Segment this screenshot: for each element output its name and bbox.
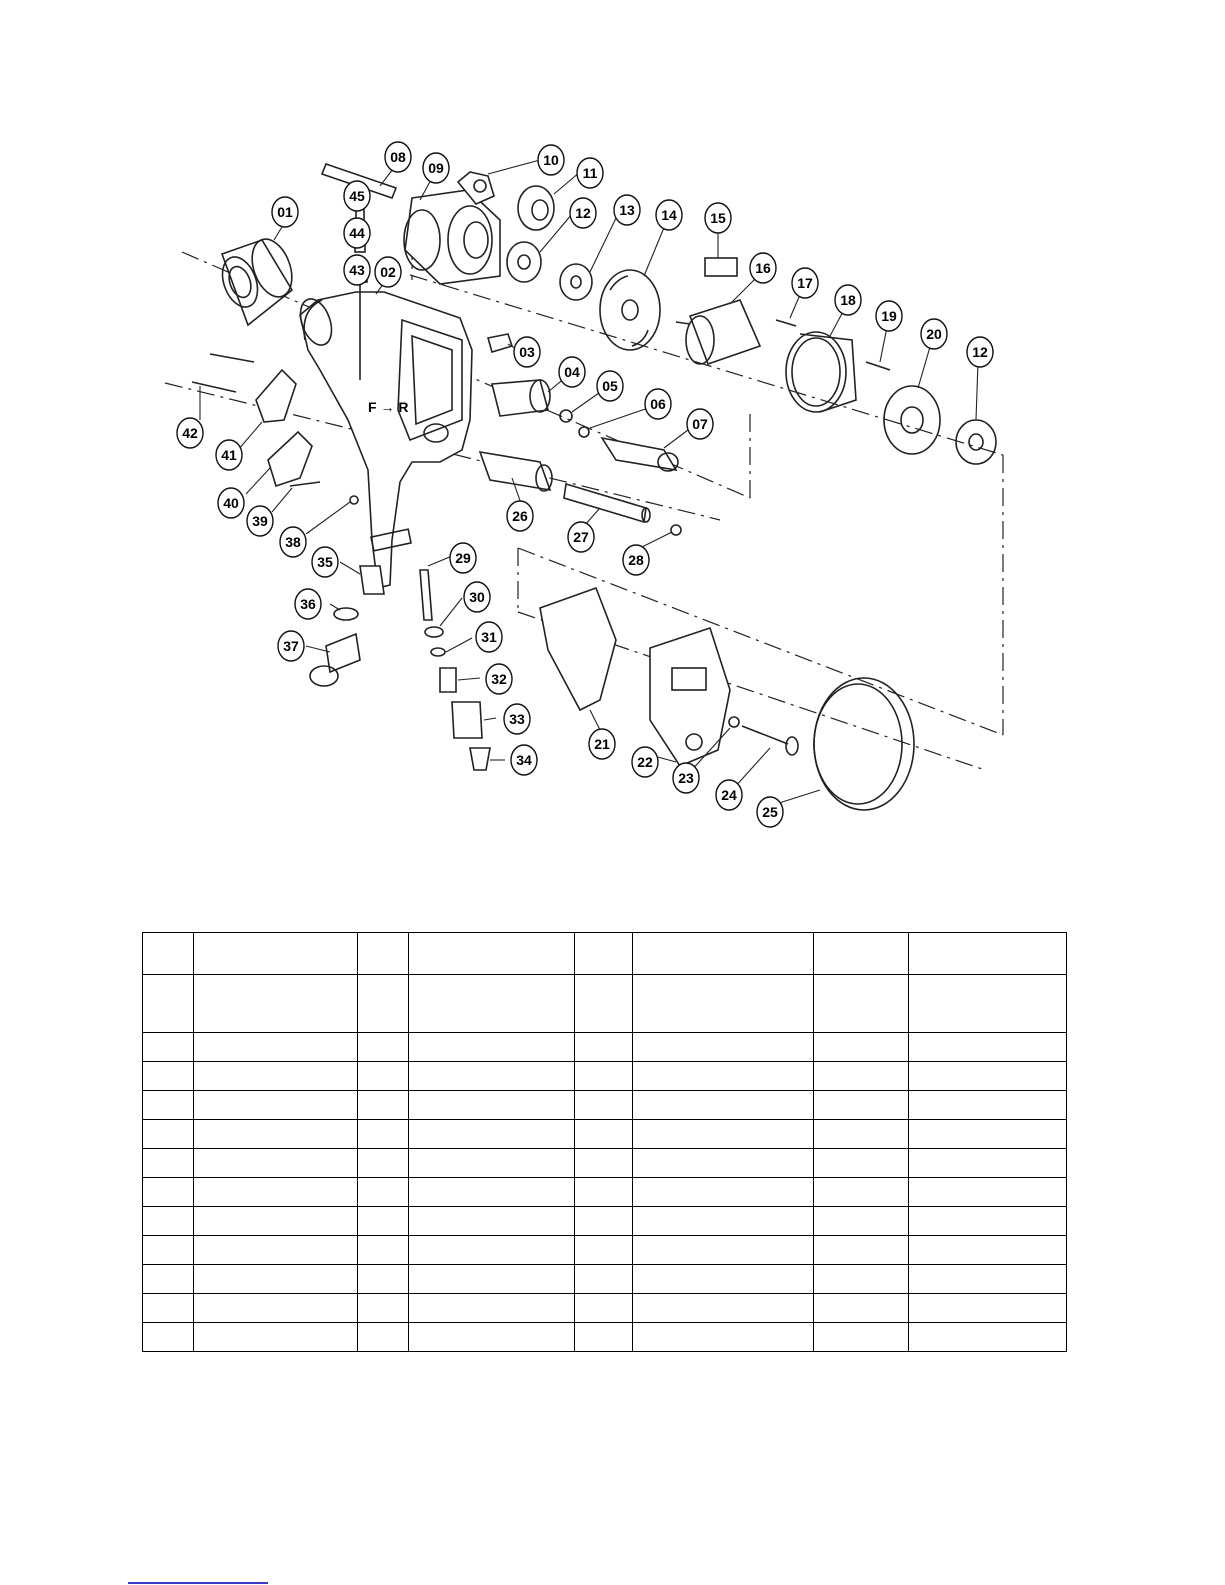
callout-number: 17 xyxy=(797,275,813,291)
table-cell xyxy=(909,1149,1067,1178)
table-cell xyxy=(814,1265,909,1294)
table-cell xyxy=(633,1033,814,1062)
callout-number: 29 xyxy=(455,550,471,566)
table-cell xyxy=(143,1062,194,1091)
table-row xyxy=(143,1236,1067,1265)
callout-number: 09 xyxy=(428,160,444,176)
callout-number: 03 xyxy=(519,344,535,360)
table-cell xyxy=(143,1294,194,1323)
part-07-reverse-valve xyxy=(602,438,678,471)
table-cell xyxy=(358,1294,409,1323)
part-09-hammer-cage xyxy=(404,190,500,284)
callout-32 xyxy=(486,664,512,694)
callout-21 xyxy=(589,729,615,759)
table-cell xyxy=(814,1236,909,1265)
callout-06 xyxy=(645,389,671,419)
housing-marking: F → R xyxy=(368,399,409,415)
table-cell xyxy=(575,1033,633,1062)
callout-number: 22 xyxy=(637,754,653,770)
part-32-spring xyxy=(440,668,456,692)
table-cell xyxy=(143,1323,194,1352)
callout-09 xyxy=(423,153,449,183)
callout-number: 26 xyxy=(512,508,528,524)
table-cell xyxy=(633,1062,814,1091)
table-cell xyxy=(575,1091,633,1120)
callout-37 xyxy=(278,631,304,661)
parts-list-table xyxy=(142,932,1067,1352)
table-cell xyxy=(909,1062,1067,1091)
callout-04 xyxy=(559,357,585,387)
table-cell xyxy=(814,1323,909,1352)
table-cell xyxy=(358,1033,409,1062)
table-cell xyxy=(409,1062,575,1091)
table-cell xyxy=(633,1265,814,1294)
callout-number: 04 xyxy=(564,364,580,380)
callout-number: 40 xyxy=(223,495,239,511)
callout-number: 15 xyxy=(710,210,726,226)
part-37-trigger xyxy=(310,634,360,686)
callout-number: 08 xyxy=(390,149,406,165)
callout-number: 10 xyxy=(543,152,559,168)
table-cell xyxy=(814,1091,909,1120)
table-cell xyxy=(194,1236,358,1265)
table-cell xyxy=(143,975,194,1033)
table-row xyxy=(143,1091,1067,1120)
table-cell xyxy=(358,933,409,975)
table-cell xyxy=(358,1207,409,1236)
table-cell xyxy=(633,1178,814,1207)
table-cell xyxy=(633,1149,814,1178)
table-cell xyxy=(409,1120,575,1149)
table-cell xyxy=(909,1236,1067,1265)
callout-19 xyxy=(876,301,902,331)
part-04-bushing xyxy=(492,380,550,416)
part-17-pin xyxy=(776,320,796,326)
callout-number: 38 xyxy=(285,534,301,550)
callout-number: 33 xyxy=(509,711,525,727)
table-cell xyxy=(575,1323,633,1352)
table-cell xyxy=(143,1149,194,1178)
callout-05 xyxy=(597,371,623,401)
callout-number: 12 xyxy=(575,205,591,221)
part-42-screw xyxy=(192,382,236,392)
callout-34 xyxy=(511,745,537,775)
table-cell xyxy=(143,1091,194,1120)
table-cell xyxy=(409,1294,575,1323)
callout-number: 07 xyxy=(692,416,708,432)
callout-number: 05 xyxy=(602,378,618,394)
table-cell xyxy=(143,1265,194,1294)
callout-45 xyxy=(344,181,370,211)
callout-number: 23 xyxy=(678,770,694,786)
table-cell xyxy=(909,1265,1067,1294)
part-12-bearing xyxy=(507,242,541,282)
table-cell xyxy=(194,933,358,975)
table-cell xyxy=(909,1207,1067,1236)
part-24-bolt xyxy=(742,726,798,755)
table-cell xyxy=(633,1091,814,1120)
table-cell xyxy=(575,1236,633,1265)
table-row xyxy=(143,1062,1067,1091)
table-cell xyxy=(575,933,633,975)
callout-33 xyxy=(504,704,530,734)
table-cell xyxy=(358,975,409,1033)
table-cell xyxy=(814,1062,909,1091)
table-cell xyxy=(143,1178,194,1207)
table-cell xyxy=(409,1265,575,1294)
table-cell xyxy=(194,1265,358,1294)
callout-22 xyxy=(632,747,658,777)
table-cell xyxy=(409,933,575,975)
table-row xyxy=(143,1294,1067,1323)
table-cell xyxy=(194,1033,358,1062)
callout-08 xyxy=(385,142,411,172)
callout-number: 43 xyxy=(349,262,365,278)
part-28-oring xyxy=(671,525,681,535)
table-cell xyxy=(633,1294,814,1323)
table-cell xyxy=(909,1091,1067,1120)
table-cell xyxy=(143,1033,194,1062)
table-cell xyxy=(575,1149,633,1178)
table-row xyxy=(143,1207,1067,1236)
callout-02 xyxy=(375,257,401,287)
table-cell xyxy=(909,1120,1067,1149)
callout-39 xyxy=(247,506,273,536)
callout-41 xyxy=(216,440,242,470)
table-cell xyxy=(575,975,633,1033)
callout-17 xyxy=(792,268,818,298)
part-15-vane xyxy=(705,258,737,276)
callout-12 xyxy=(967,337,993,367)
callout-number: 27 xyxy=(573,529,589,545)
part-19-pin xyxy=(866,362,890,370)
callout-number: 20 xyxy=(926,326,942,342)
part-33-inlet xyxy=(452,702,482,738)
table-cell xyxy=(575,1294,633,1323)
table-cell xyxy=(575,1062,633,1091)
callout-30 xyxy=(464,582,490,612)
table-cell xyxy=(409,1149,575,1178)
table-cell xyxy=(909,975,1067,1033)
callout-number: 32 xyxy=(491,671,507,687)
part-06-ring xyxy=(579,427,589,437)
table-cell xyxy=(633,975,814,1033)
callout-01 xyxy=(272,197,298,227)
table-cell xyxy=(194,1207,358,1236)
table-cell xyxy=(194,1149,358,1178)
part-03-plug xyxy=(488,334,512,352)
table-cell xyxy=(909,1178,1067,1207)
footer-link-underline[interactable] xyxy=(128,1582,268,1584)
part-31-oring xyxy=(431,648,445,656)
callout-number: 42 xyxy=(182,425,198,441)
table-cell xyxy=(194,1091,358,1120)
callout-38 xyxy=(280,527,306,557)
callout-13 xyxy=(614,195,640,225)
part-39-pin xyxy=(290,482,320,486)
callout-31 xyxy=(476,622,502,652)
callout-number: 14 xyxy=(661,207,677,223)
callout-number: 28 xyxy=(628,552,644,568)
part-27-valve-stem xyxy=(564,484,650,522)
part-23-washer xyxy=(729,717,739,727)
table-cell xyxy=(575,1265,633,1294)
callout-number: 30 xyxy=(469,589,485,605)
part-40-knob xyxy=(268,432,312,486)
callout-20 xyxy=(921,319,947,349)
callout-number: 39 xyxy=(252,513,268,529)
table-cell xyxy=(358,1236,409,1265)
callout-number: 34 xyxy=(516,752,532,768)
table-cell xyxy=(909,1294,1067,1323)
part-21-gasket xyxy=(540,588,616,710)
callout-number: 11 xyxy=(582,165,598,181)
table-cell xyxy=(633,1120,814,1149)
callout-35 xyxy=(312,547,338,577)
table-cell xyxy=(814,1149,909,1178)
table-cell xyxy=(814,975,909,1033)
table-cell xyxy=(909,1323,1067,1352)
callout-44 xyxy=(344,218,370,248)
part-01-nose-cover xyxy=(216,234,299,325)
table-cell xyxy=(358,1091,409,1120)
callout-number: 13 xyxy=(619,202,635,218)
callout-number: 06 xyxy=(650,396,666,412)
table-cell xyxy=(909,1033,1067,1062)
callout-26 xyxy=(507,501,533,531)
callout-16 xyxy=(750,253,776,283)
callout-24 xyxy=(716,780,742,810)
callout-27 xyxy=(568,522,594,552)
table-cell xyxy=(814,1207,909,1236)
part-22-end-cover xyxy=(650,628,730,766)
table-header-row xyxy=(143,933,1067,975)
table-cell xyxy=(814,933,909,975)
table-row xyxy=(143,1265,1067,1294)
callout-number: 12 xyxy=(972,344,988,360)
table-cell xyxy=(575,1120,633,1149)
table-row xyxy=(143,1178,1067,1207)
table-cell xyxy=(143,1236,194,1265)
part-42b-screw xyxy=(210,354,254,362)
part-38-screw xyxy=(350,496,358,504)
table-cell xyxy=(143,933,194,975)
table-cell xyxy=(409,1178,575,1207)
table-cell xyxy=(409,1091,575,1120)
part-20-rear-plate xyxy=(884,386,940,454)
callout-25 xyxy=(757,797,783,827)
callout-number: 31 xyxy=(481,629,497,645)
table-cell xyxy=(575,1178,633,1207)
table-cell xyxy=(358,1265,409,1294)
table-cell xyxy=(194,1323,358,1352)
table-cell xyxy=(575,1207,633,1236)
callout-03 xyxy=(514,337,540,367)
callout-number: 44 xyxy=(349,225,365,241)
table-cell xyxy=(409,1236,575,1265)
part-36-oring xyxy=(334,608,358,620)
part-11-clip xyxy=(518,186,554,230)
table-cell xyxy=(409,1033,575,1062)
callout-number: 36 xyxy=(300,596,316,612)
table-cell xyxy=(358,1178,409,1207)
table-cell xyxy=(409,1207,575,1236)
callout-number: 19 xyxy=(881,308,897,324)
part-14-front-plate xyxy=(600,270,660,350)
table-cell xyxy=(358,1323,409,1352)
table-header-row xyxy=(143,975,1067,1033)
callout-11 xyxy=(577,158,603,188)
callout-number: 21 xyxy=(594,736,610,752)
table-cell xyxy=(814,1178,909,1207)
part-34-bushing xyxy=(470,748,490,770)
part-41-plate xyxy=(256,370,296,422)
callout-42 xyxy=(177,418,203,448)
callout-number: 35 xyxy=(317,554,333,570)
callout-23 xyxy=(673,763,699,793)
callout-number: 02 xyxy=(380,264,396,280)
callout-number: 16 xyxy=(755,260,771,276)
callout-36 xyxy=(295,589,321,619)
table-row xyxy=(143,1323,1067,1352)
table-cell xyxy=(633,933,814,975)
part-02-housing xyxy=(295,292,472,588)
table-cell xyxy=(814,1120,909,1149)
table-cell xyxy=(143,1120,194,1149)
callout-number: 45 xyxy=(349,188,365,204)
table-cell xyxy=(358,1062,409,1091)
callout-12 xyxy=(570,198,596,228)
table-row xyxy=(143,1033,1067,1062)
part-26-sleeve xyxy=(480,452,552,491)
table-row xyxy=(143,1149,1067,1178)
part-13-washer xyxy=(560,264,592,300)
callout-15 xyxy=(705,203,731,233)
callout-07 xyxy=(687,409,713,439)
callout-10 xyxy=(538,145,564,175)
part-35-spring xyxy=(360,566,384,594)
callout-number: 25 xyxy=(762,804,778,820)
table-cell xyxy=(143,1207,194,1236)
part-16-rotor xyxy=(676,300,760,364)
table-cell xyxy=(194,975,358,1033)
table-row xyxy=(143,1120,1067,1149)
callout-40 xyxy=(218,488,244,518)
callout-number: 18 xyxy=(840,292,856,308)
part-25-housing-ring xyxy=(814,678,914,810)
table-cell xyxy=(194,1062,358,1091)
callout-18 xyxy=(835,285,861,315)
table-cell xyxy=(409,1323,575,1352)
callout-number: 41 xyxy=(221,447,237,463)
table-cell xyxy=(358,1120,409,1149)
table-cell xyxy=(194,1294,358,1323)
part-30-seat xyxy=(425,627,443,637)
table-cell xyxy=(633,1207,814,1236)
table-cell xyxy=(909,933,1067,975)
callout-14 xyxy=(656,200,682,230)
callout-29 xyxy=(450,543,476,573)
table-cell xyxy=(633,1236,814,1265)
table-cell xyxy=(814,1033,909,1062)
table-cell xyxy=(194,1120,358,1149)
table-cell xyxy=(358,1149,409,1178)
table-cell xyxy=(633,1323,814,1352)
callout-43 xyxy=(344,255,370,285)
part-29-valve-pin xyxy=(420,570,432,620)
table-cell xyxy=(409,975,575,1033)
callout-28 xyxy=(623,545,649,575)
table-cell xyxy=(814,1294,909,1323)
callout-number: 24 xyxy=(721,787,737,803)
table-cell xyxy=(194,1178,358,1207)
callout-number: 37 xyxy=(283,638,299,654)
callout-number: 01 xyxy=(277,204,293,220)
